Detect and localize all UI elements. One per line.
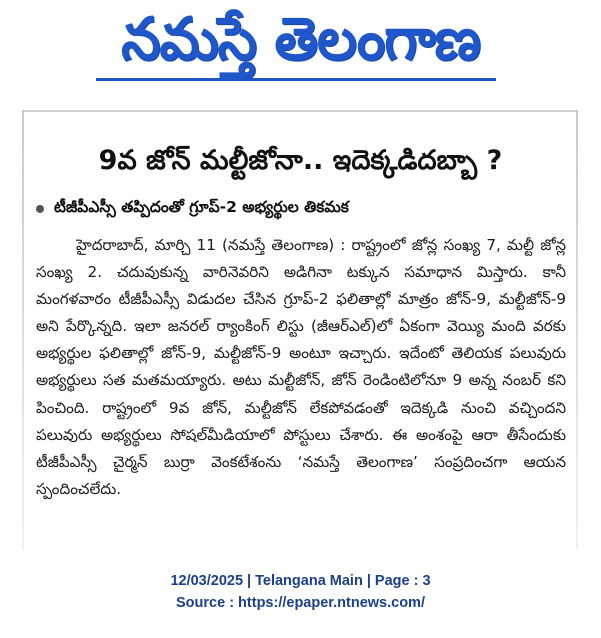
footer-date-page: 12/03/2025 | Telangana Main | Page : 3 xyxy=(170,573,431,589)
article-clipping xyxy=(22,110,579,560)
bullet-icon xyxy=(36,205,44,213)
masthead-underline xyxy=(96,78,496,81)
article-headline: 9వ జోన్ మల్టీజోనా.. ఇదెక్కడిదబ్బా ? xyxy=(98,145,503,176)
footer xyxy=(0,570,601,614)
masthead-title: నమస్తే తెలంగాణ xyxy=(121,5,480,74)
footer-source: Source : https://epaper.ntnews.com/ xyxy=(176,595,425,611)
article-body: హైదరాబాద్‌, మార్చి 11 (నమస్తే తెలంగాణ) : రాష్ట్రంలో జోన్ల సంఖ్య 7, మల్టీ జోన్ల సంఖ్య 2. చదువుకున్న వారినెవరిని అడిగినా టక్కున సమాధాన మిస్తారు. కానీ మంగళవారం టీజీపీఎస్సీ విడుదల చేసిన గ్రూప్‌-2 ఫలితాల్లో మాత్రం జోన్‌-9, మల్టీజోన్‌-9 అని పేర్కొన్నది. ఇలా జనరల్‌ ర్యాంకింగ్‌ లిస్టు (జీఆర్‌ఎల్‌)లో ఏకంగా వెయ్యి మంది వరకు అభ్యర్థుల ఫలితాల్లో జోన్‌-9, మల్టీజోన్‌-9 అంటూ ఇచ్చారు. ఇదేంటో తెలియక పలువురు అభ్యర్థులు సత మతమయ్యారు. అటు మల్టీజోన్‌, జోన్‌ రెండింటిలోనూ 9 అన్న నంబర్‌ కని పించింది. రాష్ట్రంలో 9వ జోన్‌, మల్టీజోన్‌ లేకపోవడంతో ఇదెక్కడి నుంచి వచ్చిందని పలువురు అభ్యర్థులు సోషల్‌మీడియాలో పోస్టులు చేశారు. ఈ అంశంపై ఆరా తీసేందుకు టీజీపీఎస్సీ చైర్మన్‌ బుర్రా వెంకటేశంను ‘నమస్తే తెలంగాణ’ సంప్రదించగా ఆయన స్పందించలేదు. xyxy=(36,236,566,498)
masthead xyxy=(0,0,601,80)
article-subheadline: టీజీపీఎస్సీ తప్పిదంతో గ్రూప్‌-2 అభ్యర్థుల తికమక xyxy=(54,198,349,216)
clipping-cut-edge xyxy=(22,548,579,560)
article-subheadline-row xyxy=(36,198,566,220)
